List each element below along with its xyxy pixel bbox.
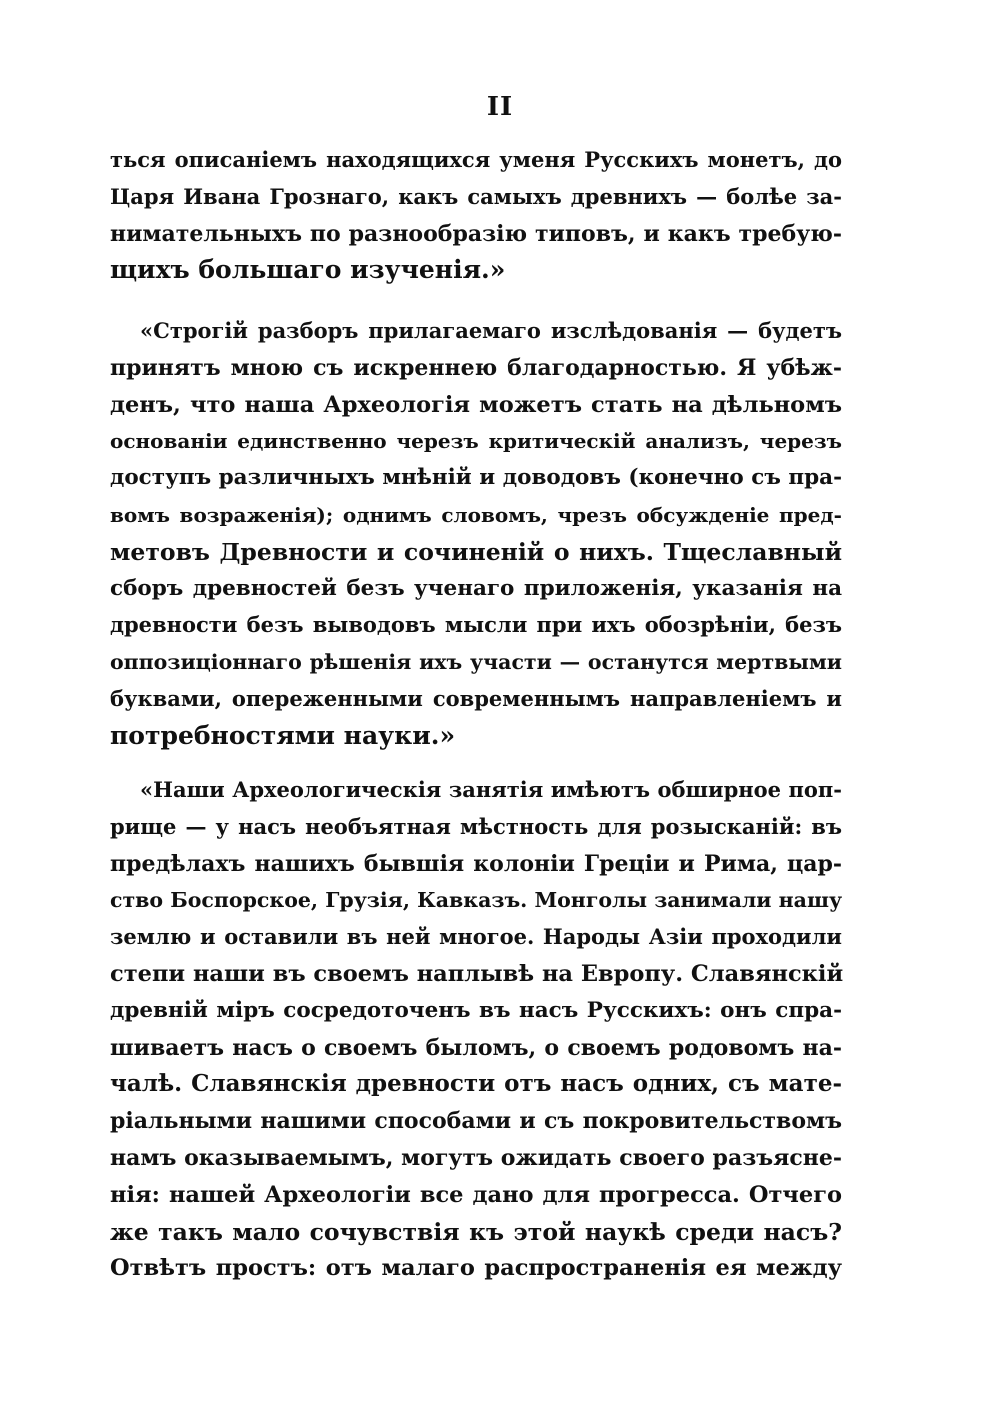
paragraph-2 xyxy=(110,313,842,755)
text-line: ріальными нашими способами и съ покровительствомъ xyxy=(110,1108,842,1135)
text-line: «Наши Археологическія занятія имѣютъ обширное поп- xyxy=(140,777,842,802)
text-line: потребностями науки.» xyxy=(110,720,456,750)
text-line: оппозиціоннаго рѣшенія ихъ участи — останутся мертвыми xyxy=(110,650,842,675)
paragraph-1 xyxy=(110,142,842,289)
text-line: шиваетъ насъ о своемъ быломъ, о своемъ родовомъ на- xyxy=(110,1034,842,1061)
paragraph-3 xyxy=(110,772,842,1287)
text-line: «Строгій разборъ прилагаемаго изслѣдованія — будетъ xyxy=(140,318,842,343)
text-line: нія: нашей Археологіи все дано для прогресса. Отчего xyxy=(110,1181,842,1208)
text-line: землю и оставили въ ней многое. Народы Азіи проходили xyxy=(110,924,842,950)
text-line: Отвѣтъ простъ: отъ малаго распространенія ея между xyxy=(110,1255,842,1282)
text-line: денъ, что наша Археологія можетъ стать на дѣльномъ xyxy=(110,391,842,418)
text-line: ство Боспорское, Грузія, Кавказъ. Монголы занимали нашу xyxy=(110,888,843,913)
text-line: древній міръ сосредоточенъ въ насъ Русскихъ: онъ спра- xyxy=(110,997,842,1023)
text-line: вомъ возраженія); однимъ словомъ, чрезъ обсужденіе пред- xyxy=(110,502,842,527)
text-line: предѣлахъ нашихъ бывшія колоніи Греціи и Рима, цар- xyxy=(110,850,842,877)
text-line: Царя Ивана Грознаго, какъ самыхъ древнихъ — болѣе за- xyxy=(110,183,842,209)
text-line: принятъ мною съ искреннею благодарностью. Я убѣж- xyxy=(110,354,842,381)
text-line: ться описаніемъ находящихся уменя Русскихъ монетъ, до xyxy=(110,147,842,172)
text-line: чалѣ. Славянскія древности отъ насъ одних, съ мате- xyxy=(110,1070,842,1098)
text-line: намъ оказываемымъ, могутъ ожидать своего разъясне- xyxy=(110,1144,842,1171)
text-line: нимательныхъ по разнообразію типовъ, и какъ требую- xyxy=(110,220,842,247)
text-line: степи наши въ своемъ наплывѣ на Европу. Славянскій xyxy=(110,960,844,987)
text-line: щихъ большаго изученія.» xyxy=(110,255,506,285)
text-line: древности безъ выводовъ мысли при ихъ обозрѣніи, безъ xyxy=(110,612,842,638)
text-line: рище — у насъ необъятная мѣстность для розысканій: въ xyxy=(110,813,842,839)
text-line: же такъ мало сочувствія къ этой наукѣ среди насъ? xyxy=(110,1217,842,1246)
text-line: сборъ древностей безъ ученаго приложенія, указанія на xyxy=(110,575,842,601)
text-line: метовъ Древности и сочиненій о нихъ. Тщеславный xyxy=(110,537,842,566)
text-line: буквами, опереженными современнымъ направленіемъ и xyxy=(110,685,842,711)
text-line: доступъ различныхъ мнѣній и доводовъ (конечно съ пра- xyxy=(110,465,842,491)
page-number: II xyxy=(486,92,514,122)
text-line: основаніи единственно черезъ критическій анализъ, черезъ xyxy=(110,429,842,454)
